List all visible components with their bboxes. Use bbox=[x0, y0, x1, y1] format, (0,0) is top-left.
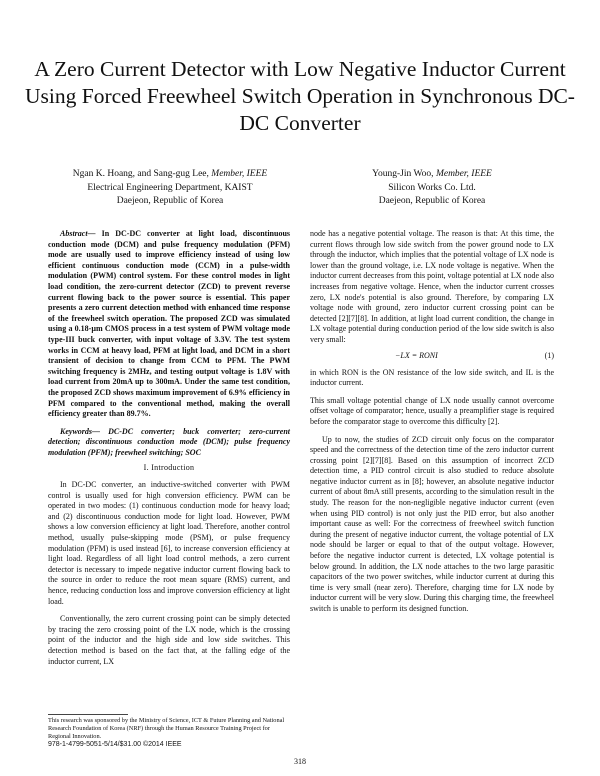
author-location: Daejeon, Republic of Korea bbox=[116, 196, 224, 206]
right-column bbox=[310, 229, 554, 615]
author-affiliation: Silicon Works Co. Ltd. bbox=[388, 182, 476, 193]
footnote-text: This research was sponsored by the Ministry of Science, ICT & Future Planning and National Research Foundation of Korea (NRF) through the Human Resource Training Project for Regional Innovation. bbox=[48, 717, 285, 741]
intro-paragraph-1: In DC-DC converter, an inductive-switched converter with PWM control is usually used for high conversion efficiency. PWM can be operated in two modes: (1) continuous conduction mode for heavy load; and (2) discontinuous conduction mode for light load. However, PWM shows a low conversion efficiency at light load. Therefore, another control method, usually pulse-skipping mode (PSM), or pulse frequency modulation (PFM) is used instead [6], to increase conversion efficiency at light load. Regardless of all light load control methods, a zero current detector is necessary to impede negative inductor current flowing back to the source in order to reduce the root mean square (RMS) current, and hence, reducing conduction loss and improve conversion efficiency at light load. bbox=[48, 480, 290, 606]
keywords-label: Keywords— bbox=[60, 426, 100, 436]
footnote bbox=[48, 714, 292, 742]
section-heading: I. Introduction bbox=[143, 463, 195, 473]
abstract bbox=[48, 229, 290, 420]
author-role: Member, IEEE bbox=[435, 169, 492, 179]
author-location: Daejeon, Republic of Korea bbox=[378, 196, 486, 206]
body-paragraph-4: Up to now, the studies of ZCD circuit only focus on the comparator speed and the correctness of the detection time of the zero inductor current crossing point [2][7][8]. Based on this assumption of incorrect ZCD detection time, a PID control circuit is also studied to reduce absolute negative inductor current as in [8]; however, an absolute negative inductor current of about 8mA still presents, according to the simulation result in the study. The reason for the non-negligible negative inductor current (even when using PID control) is not only just the PID error, but also another important cause as well: For the correctness of freewheel switch function during the present of negative inductor current, the voltage potential of LX node should be larger or equal to that of the output voltage. However, before the negative inductor current is detected, LX voltage potential is below ground. In addition, the LX node attaches to the two large parasitic capacitors of the two power switches, while inductor current at during this time is very small (near zero). Therefore, charging time for LX node by inductor current will be very slow. During this charging time, the freewheel switch is unable to perform its designed function. bbox=[310, 434, 554, 613]
author-block-left bbox=[60, 168, 280, 209]
author-block-right bbox=[322, 168, 542, 209]
abstract-text: In DC-DC converter at light load, discontinuous conduction mode (DCM) and pulse frequency modulation (PFM) mode are usually used to improve efficiency instead of using low efficient continuous conduction mode (CCM) in a pulse-width modulation (PWM) control system. For these control modes in light load condition, the zero-current detector (ZCD) to prevent reverse current flowing back to the power source is essential. This paper presents a zero current detection method with enhanced time response of the freewheel switch operation. The proposed ZCD was simulated using a 0.18-µm CMOS process in a test system of PWM voltage mode type-III buck converter, with input voltage of 3.3V. The test system works in CCM at heavy load, PFM at light load, and DCM in a short transient of decision to change from CCM to PFM. The PWM switching frequency is 2MHz, and testing output voltage is 1.8V with load current from 20mA up to 300mA. Under the same test condition, the proposed ZCD shows maximum improvement of 6.9% efficiency in PFM compared to the conventional method, making the overall efficiency greater than 89.7%. bbox=[48, 229, 291, 419]
intro-paragraph-2: Conventionally, the zero current crossing point can be simply detected by tracing the zero crossing point of the LX node, which is the crossing point of the inductor and the high side and low side switches. This detection method is based on the fact that, at the falling edge of the inductor current, LX bbox=[48, 614, 290, 666]
footnote-rule bbox=[48, 714, 128, 715]
paper-title: A Zero Current Detector with Low Negative Inductor Current Using Forced Freewheel Switch Operation in Synchronous DC-DC Converter bbox=[25, 57, 575, 135]
abstract-label: Abstract— bbox=[60, 229, 96, 238]
body-paragraph-2: in which RON is the ON resistance of the low side switch, and IL is the inductor current. bbox=[310, 367, 554, 388]
author-names: Young-Jin Woo, bbox=[372, 169, 434, 179]
copyright-line: 978-1-4799-5051-5/14/$31.00 ©2014 IEEE bbox=[48, 741, 182, 748]
equation-1 bbox=[310, 346, 554, 368]
equation-expression: −LX = RONI bbox=[395, 350, 438, 360]
page-number: 318 bbox=[294, 757, 306, 766]
keywords-text: DC-DC converter; buck converter; zero-current detection; discontinuous conduction mode (DCM); pulse frequency modulation (PFM); freewheel switching; SOC bbox=[48, 426, 291, 457]
author-names: Ngan K. Hoang, and Sang-gug Lee, bbox=[72, 169, 209, 179]
left-column bbox=[48, 229, 290, 667]
author-affiliation: Electrical Engineering Department, KAIST bbox=[87, 182, 253, 193]
body-paragraph-3: This small voltage potential change of LX node usually cannot overcome offset voltage of comparator; hence, usually a preamplifier stage is required before the comparator stage to overcome this difficulty [2]. bbox=[310, 395, 554, 426]
body-paragraph-1: node has a negative potential voltage. The reason is that: At this time, the current flows through low side switch from the power ground node to LX through the inductor, which implies that the potential voltage of LX node is lower than the ground voltage, i.e. LX node voltage is negative. When the inductor current decreases from this point, voltage potential at LX node also increases from negative voltage. Hence, when the inductor current crosses zero, LX node's potential is also ground. Therefore, by comparing LX voltage node with ground, zero inductor current crossing point can be detected [2][7][8]. In addition, at light load current condition, the change in LX voltage potential during conduction period of the low side switch is also very small: bbox=[310, 229, 554, 344]
author-role: Member, IEEE bbox=[211, 169, 268, 179]
equation-number: (1) bbox=[544, 350, 554, 360]
keywords bbox=[48, 427, 290, 459]
